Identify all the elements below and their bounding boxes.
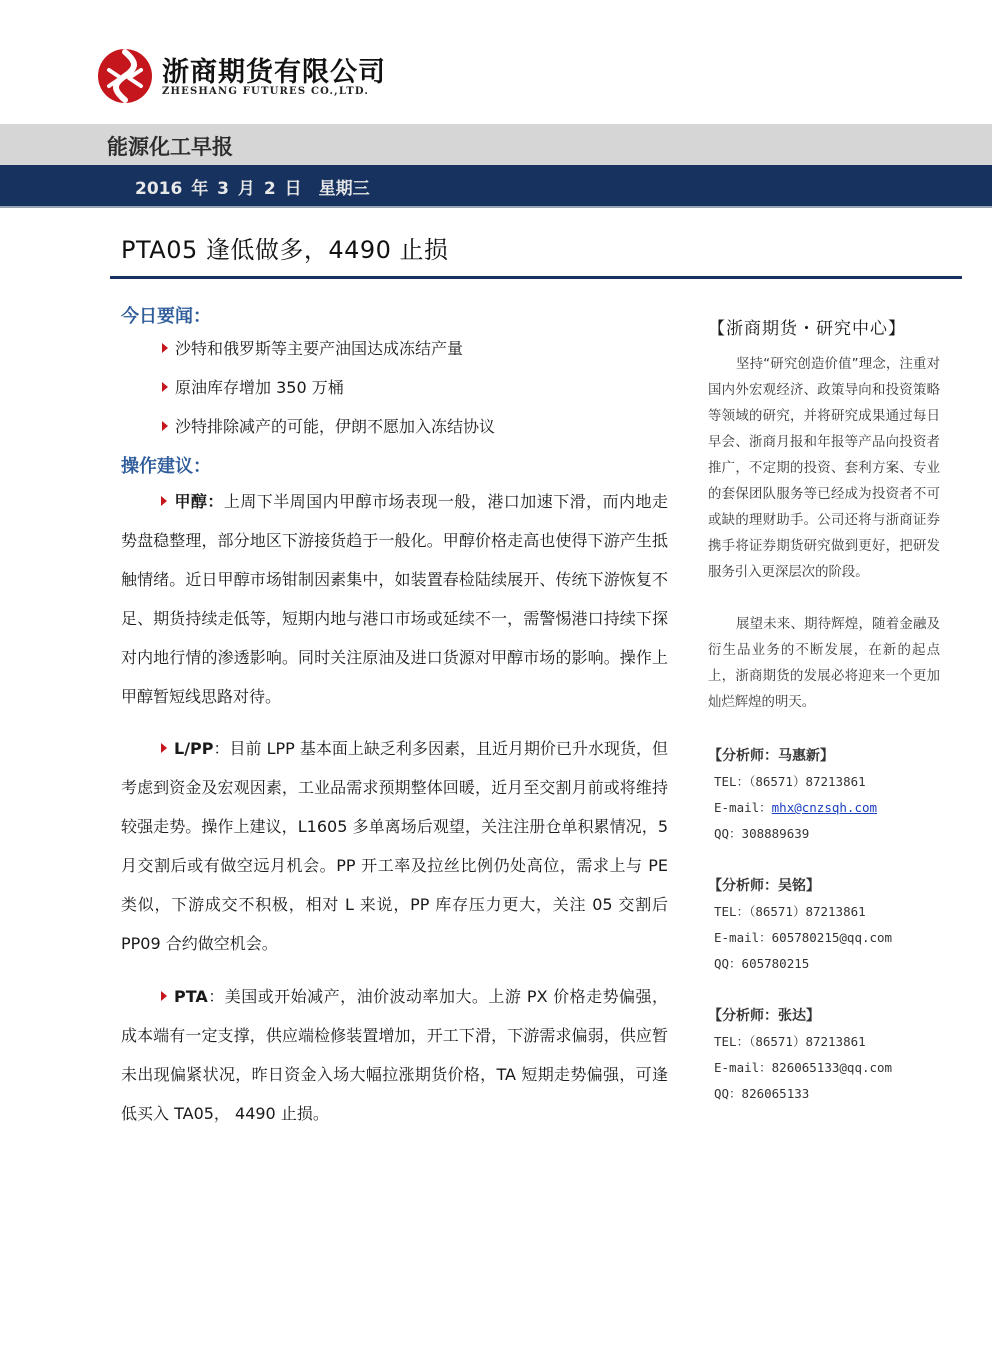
- company-name-cn: 浙商期货有限公司: [162, 57, 386, 88]
- news-item-text: 沙特排除减产的可能，伊朗不愿加入冻结协议: [175, 417, 496, 436]
- research-center-intro: [708, 352, 940, 586]
- report-headline: PTA05 逢低做多，4490 止损: [121, 236, 449, 264]
- news-section-title: 今日要闻：: [121, 306, 211, 327]
- analyst-qq: QQ：826065133: [714, 1086, 810, 1101]
- analyst-tel: TEL：（86571）87213861: [714, 774, 866, 789]
- red-triangle-bullet-icon: [162, 382, 168, 392]
- pta-tag: PTA: [174, 987, 208, 1006]
- analyst-qq: QQ：605780215: [714, 956, 810, 971]
- analyst-email: 826065133@qq.com: [771, 1060, 893, 1075]
- analyst-email: 605780215@qq.com: [771, 930, 893, 945]
- research-center-intro-text: 坚持“研究创造价值”理念，注重对国内外宏观经济、政策导向和投资策略等领域的研究，并将研究成果通过每日早会、浙商月报和年报等产品向投资者推广，不定期的投资、套利方案、专业的套保团队服务等已经成为投资者不可或缺的理财助手。公司还将与浙商证券携手将证券期货研究做到更好，把研发服务引入更深层次的阶段。: [708, 357, 940, 580]
- email-label: E-mail：: [714, 930, 772, 945]
- company-name-en: ZHESHANG FUTURES CO.,LTD.: [162, 86, 370, 97]
- news-item-text: 沙特和俄罗斯等主要产油国达成冻结产量: [175, 339, 464, 358]
- news-item: [162, 375, 344, 398]
- pta-text: ：美国或开始减产，油价波动率加大。上游 PX 价格走势偏强，成本端有一定支撑，供应端检修装置增加，开工下滑，下游需求偏弱，供应暂未出现偏紧状况，昨日资金入场大幅拉涨期货价格，TA 短期走势偏强，可逢低买入 TA05， 4490 止损。: [121, 987, 668, 1123]
- analyst-tel: TEL：（86571）87213861: [714, 1034, 866, 1049]
- lpp-text: ：目前 LPP 基本面上缺乏利多因素，且近月期价已升水现货，但考虑到资金及宏观因素，工业品需求预期整体回暖，近月至交割月前或将维持较强走势。操作上建议，L1605 多单离场后观望，关注注册仓单积累情况，5 月交割后或有做空远月机会。PP 开工率及拉丝比例仍处高位，需求上与 PE 类似，下游成交不积极，相对 L 来说，PP 库存压力更大，关注 05 交割后 PP09 合约做空机会。: [121, 739, 668, 953]
- methanol-text: 上周下半周国内甲醇市场表现一般，港口加速下滑，而内地走势盘稳整理，部分地区下游接货趋于一般化。甲醇价格走高也使得下游产生抵触情绪。近日甲醇市场钳制因素集中，如装置春检陆续展开、传统下游恢复不足、期货持续走低等，短期内地与港口市场或延续不一，需警惕港口持续下探对内地行情的渗透影响。同时关注原油及进口货源对甲醇市场的影响。操作上甲醇暂短线思路对待。: [121, 492, 668, 706]
- red-triangle-bullet-icon: [162, 421, 168, 431]
- red-triangle-bullet-icon: [161, 991, 167, 1001]
- analyst-email-row: [714, 798, 877, 816]
- analyst-name: 【分析师：吴铭】: [708, 878, 820, 894]
- analyst-tel: TEL：（86571）87213861: [714, 904, 866, 919]
- headline-divider: [110, 276, 962, 279]
- analyst-name: 【分析师：马惠新】: [708, 748, 834, 764]
- operations-section-title: 操作建议：: [121, 456, 211, 477]
- report-type: 能源化工早报: [107, 135, 233, 159]
- news-item: [162, 414, 495, 437]
- pta-paragraph: [121, 977, 668, 1133]
- email-label: E-mail：: [714, 1060, 772, 1075]
- lpp-paragraph: [121, 729, 668, 963]
- lpp-tag: L/PP: [174, 739, 214, 758]
- red-triangle-bullet-icon: [161, 743, 167, 753]
- report-date: 2016 年 3 月 2 日 星期三: [135, 179, 370, 199]
- research-center-outlook-text: 展望未来、期待辉煌，随着金融及衍生品业务的不断发展，在新的起点上，浙商期货的发展必将迎来一个更加灿烂辉煌的明天。: [708, 617, 940, 710]
- analyst-qq: QQ：308889639: [714, 826, 810, 841]
- methanol-tag: 甲醇：: [174, 492, 224, 511]
- analyst-name: 【分析师：张达】: [708, 1008, 820, 1024]
- analyst-email-row: [714, 928, 892, 946]
- news-item-text: 原油库存增加 350 万桶: [175, 378, 344, 397]
- red-triangle-bullet-icon: [161, 496, 167, 506]
- news-item: [162, 336, 463, 359]
- company-logo-icon: [97, 48, 153, 104]
- research-center-outlook: [708, 612, 940, 716]
- email-label: E-mail：: [714, 800, 772, 815]
- red-triangle-bullet-icon: [162, 343, 168, 353]
- research-center-title: 【浙商期货・研究中心】: [708, 319, 906, 339]
- methanol-paragraph: [121, 482, 668, 716]
- analyst-email-row: [714, 1058, 892, 1076]
- analyst-email-link[interactable]: mhx@cnzsqh.com: [771, 800, 878, 815]
